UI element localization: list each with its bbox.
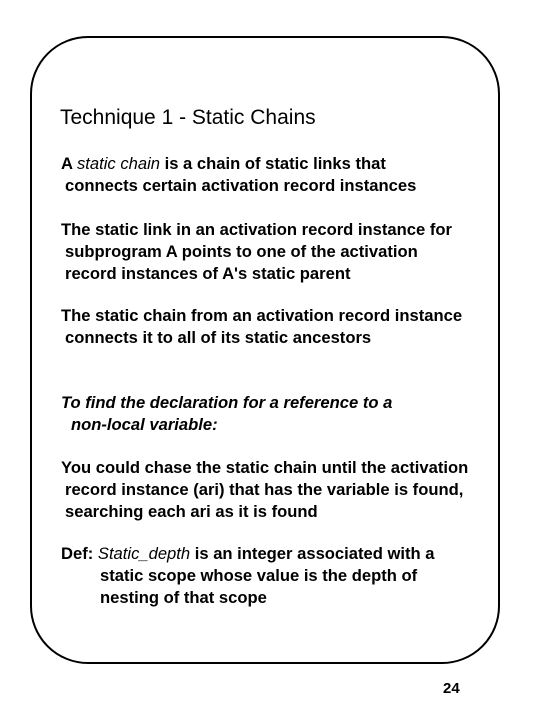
p2-line3: record instances of A's static parent [65,264,351,283]
paragraph-find-declaration [61,392,392,436]
p4-line2: non-local variable: [71,415,218,434]
p6-rest: is an integer associated with a [190,544,435,563]
p6-line1 [61,543,435,565]
p6-term: Static_depth [97,544,191,563]
p2-line1: The static link in an activation record instance for [61,220,452,239]
p1-term: static chain [76,154,160,173]
paragraph-chase-chain [61,457,468,523]
p6-prefix: Def: [61,544,98,563]
p6-line3: nesting of that scope [100,588,267,607]
slide-title: Technique 1 - Static Chains [60,106,316,129]
p1-lead: A [61,154,77,173]
paragraph-static-link [61,219,452,285]
paragraph-static-chain-ancestors [61,305,462,349]
p4-line1: To find the declaration for a reference to a [61,393,393,412]
paragraph-static-depth-definition [61,543,435,609]
p1-line2: connects certain activation record instances [65,176,417,195]
p6-line2: static scope whose value is the depth of [100,566,418,585]
p3-line2: connects it to all of its static ancestors [65,328,372,347]
p5-line2: record instance (ari) that has the variable is found, [65,480,464,499]
paragraph-static-chain-definition [61,153,416,197]
p2-line2: subprogram A points to one of the activation [65,242,418,261]
p3-line1: The static chain from an activation record instance [61,306,463,325]
page-number: 24 [443,680,460,697]
p1-rest: is a chain of static links that [160,154,386,173]
p5-line1: You could chase the static chain until the activation [61,458,469,477]
p5-line3: searching each ari as it is found [65,502,318,521]
